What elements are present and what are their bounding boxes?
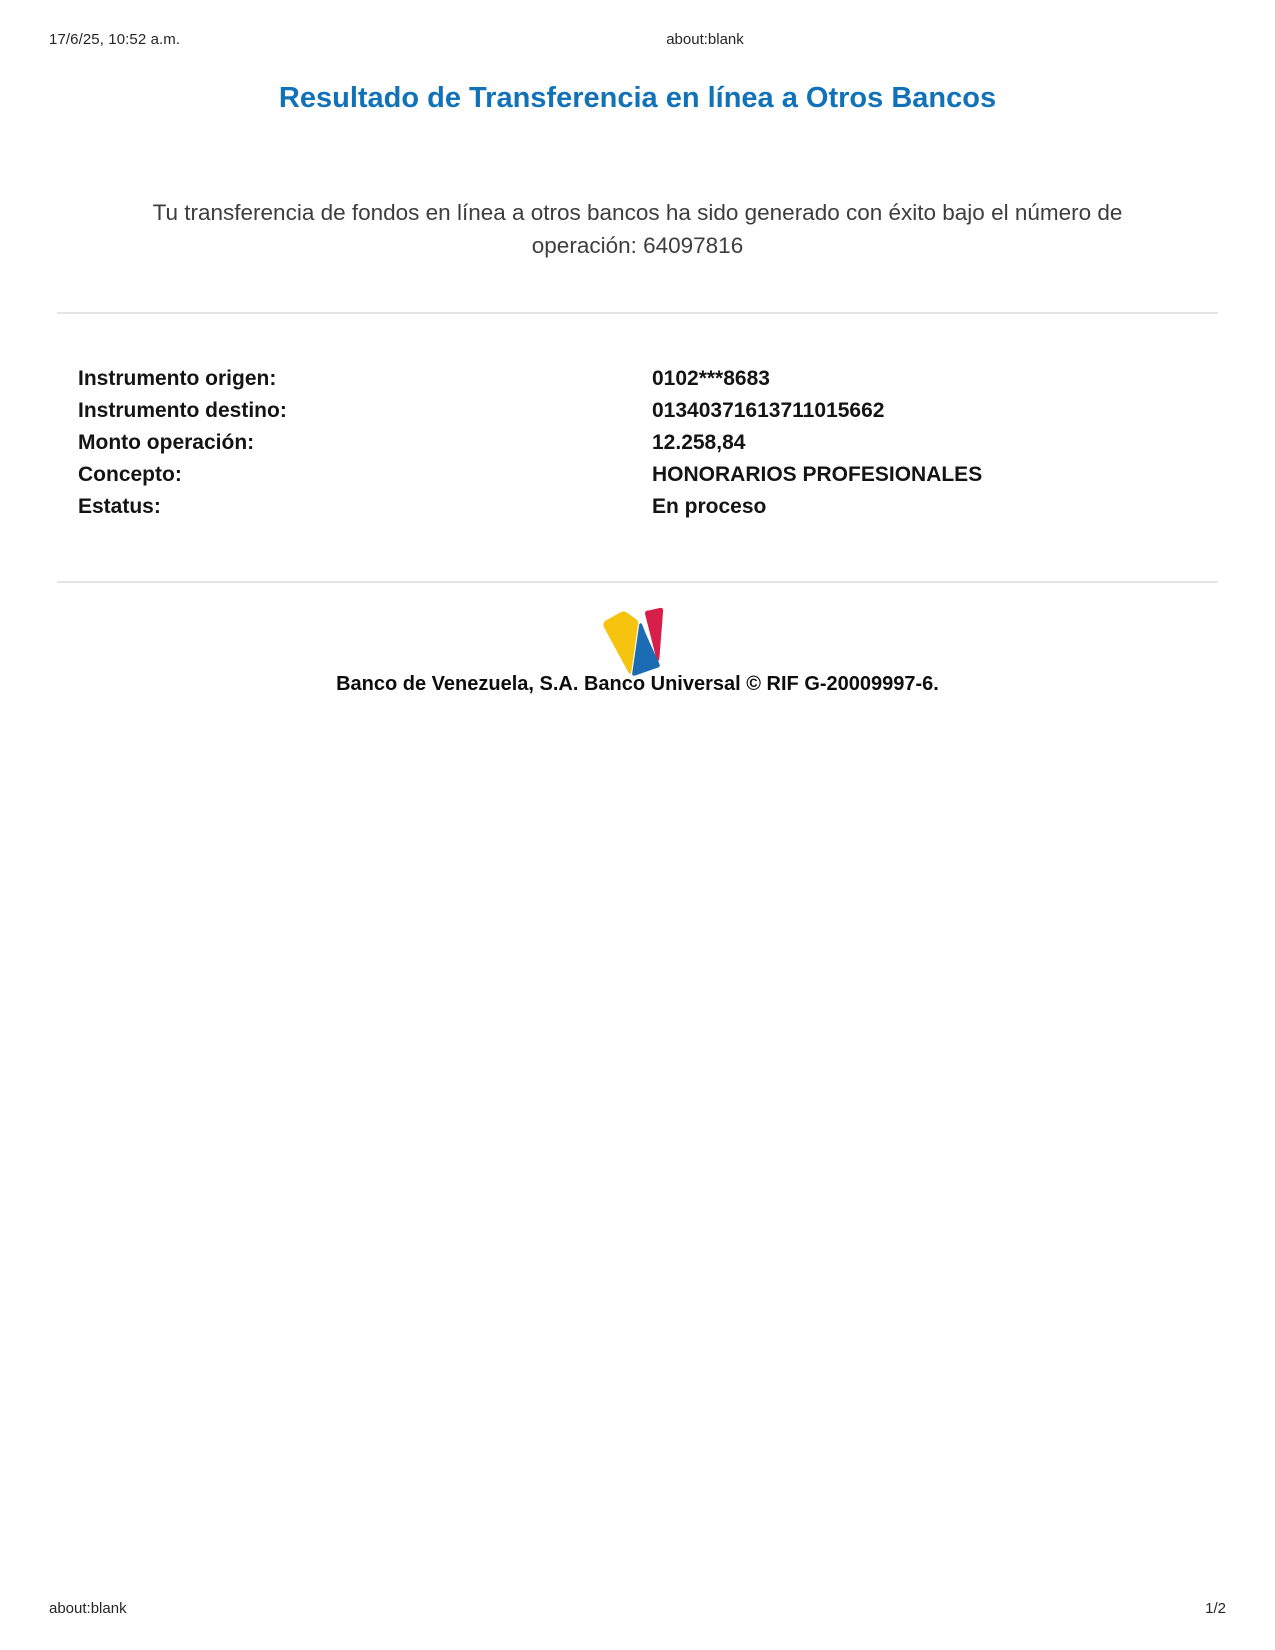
field-label: Concepto: [78, 463, 182, 486]
divider-top [57, 312, 1218, 314]
field-label: Monto operación: [78, 431, 255, 454]
legal-text: Banco de Venezuela, S.A. Banco Universal © RIF G-20009997-6. [336, 673, 939, 695]
field-value: 12.258,84 [652, 431, 746, 454]
field-label: Instrumento origen: [78, 367, 277, 390]
print-header-url: about:blank [666, 31, 744, 48]
page-title: Resultado de Transferencia en línea a Otros Bancos [278, 82, 997, 114]
transfer-details [78, 363, 1218, 523]
print-footer-url: about:blank [49, 1600, 127, 1617]
print-header-datetime: 17/6/25, 10:52 a.m. [49, 31, 181, 48]
logo-yellow-ribbon [603, 611, 638, 674]
print-footer-page-number: 1/2 [1205, 1600, 1226, 1617]
field-row-monto-operacion [78, 427, 1218, 459]
field-label: Instrumento destino: [78, 399, 287, 422]
divider-bottom [57, 581, 1218, 583]
field-value: HONORARIOS PROFESIONALES [652, 463, 983, 486]
confirmation-message: Tu transferencia de fondos en línea a otros bancos ha sido generado con éxito bajo el número de operación: 64097816 [152, 200, 1123, 258]
field-row-instrumento-destino [78, 395, 1218, 427]
field-label: Estatus: [78, 495, 161, 518]
field-value: 0102***8683 [652, 367, 770, 390]
field-row-instrumento-origen [78, 363, 1218, 395]
field-row-estatus [78, 491, 1218, 523]
field-value: 01340371613711015662 [652, 399, 885, 422]
status-value: En proceso [652, 495, 767, 518]
field-row-concepto [78, 459, 1218, 491]
